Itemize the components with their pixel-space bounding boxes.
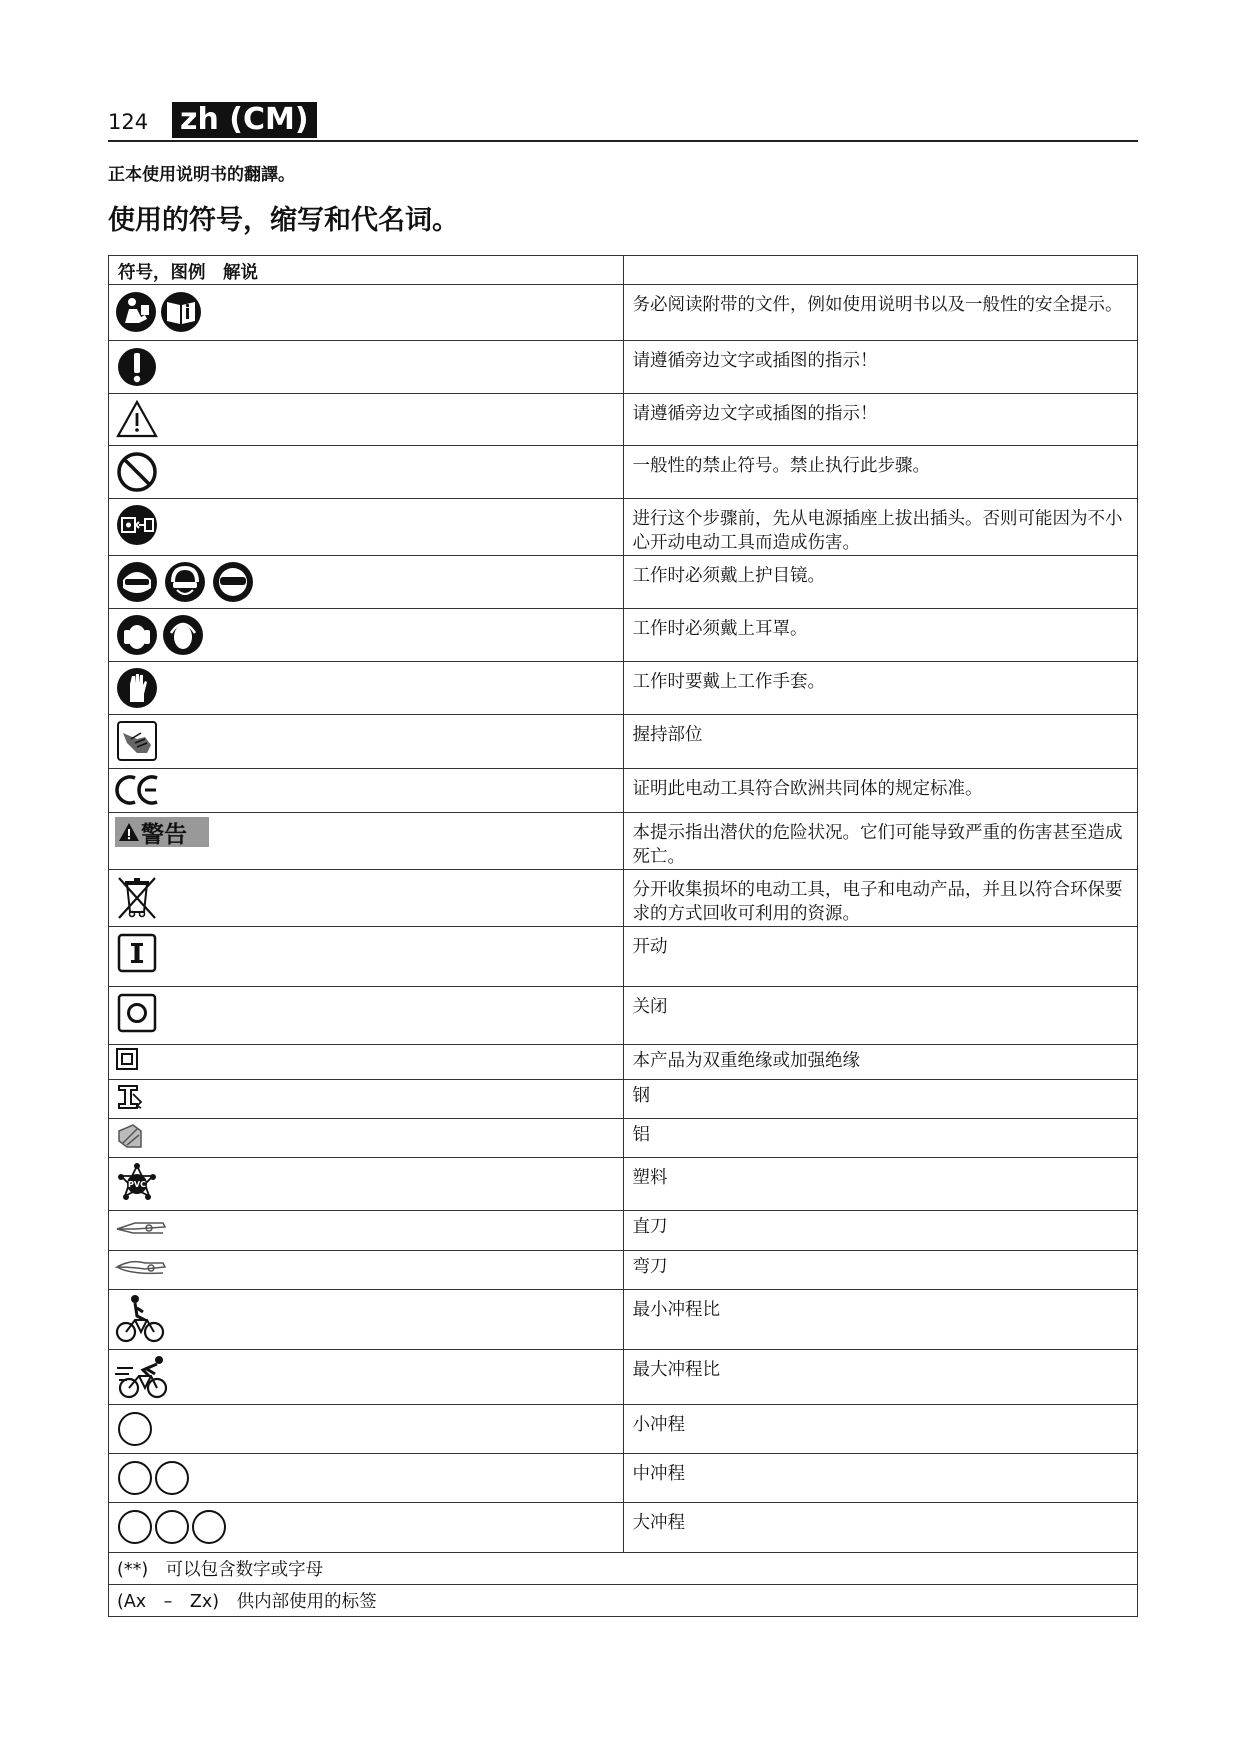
language-tag: zh (CM)	[172, 102, 317, 138]
table-row	[109, 285, 1138, 341]
straight-blade-icon	[115, 1213, 169, 1239]
pvc-icon	[115, 1162, 159, 1206]
page-header	[108, 102, 1138, 142]
eye-protection-icon	[115, 560, 255, 604]
power-on-icon	[115, 931, 159, 975]
table-row	[109, 813, 1138, 870]
row-description: 最小冲程比	[623, 1290, 1138, 1350]
table-row	[109, 1045, 1138, 1080]
table-row	[109, 662, 1138, 715]
medium-stroke-icon	[115, 1458, 193, 1498]
table-row	[109, 715, 1138, 769]
table-row	[109, 1158, 1138, 1211]
row-description: 工作时必须戴上耳罩。	[623, 609, 1138, 662]
row-description: 直刀	[623, 1211, 1138, 1251]
translation-note: 正本使用说明书的翻譯。	[108, 165, 295, 185]
table-footer-row	[109, 1553, 1138, 1585]
row-description: 一般性的禁止符号。禁止执行此步骤。	[623, 446, 1138, 499]
double-insulation-icon	[115, 1047, 139, 1071]
row-description: 握持部位	[623, 715, 1138, 769]
row-description: 进行这个步骤前，先从电源插座上拔出插头。否则可能因为不小心开动电动工具而造成伤害。	[623, 499, 1138, 556]
aluminium-icon	[115, 1121, 145, 1151]
read-manual-icon	[115, 289, 203, 335]
table-row	[109, 1454, 1138, 1503]
footer-note: (Ax – Zx) 供内部使用的标签	[109, 1585, 1138, 1617]
mandatory-exclamation-icon	[115, 345, 159, 389]
row-description: 中冲程	[623, 1454, 1138, 1503]
table-row	[109, 1503, 1138, 1553]
row-description: 铝	[623, 1119, 1138, 1158]
table-row	[109, 870, 1138, 927]
page-title: 使用的符号，缩写和代名词。	[108, 205, 459, 236]
max-stroke-ratio-icon	[115, 1354, 171, 1400]
row-description: 大冲程	[623, 1503, 1138, 1553]
table-row	[109, 556, 1138, 609]
row-description: 弯刀	[623, 1251, 1138, 1290]
row-description: 工作时必须戴上护目镜。	[623, 556, 1138, 609]
page-number: 124	[108, 110, 149, 134]
min-stroke-ratio-icon	[115, 1294, 165, 1344]
table-header-row	[109, 256, 1138, 285]
table-row	[109, 1080, 1138, 1119]
row-description: 请遵循旁边文字或插图的指示！	[623, 341, 1138, 394]
row-description: 塑料	[623, 1158, 1138, 1211]
row-description: 钢	[623, 1080, 1138, 1119]
warning-triangle-icon	[118, 822, 140, 842]
row-description: 最大冲程比	[623, 1350, 1138, 1405]
row-description: 小冲程	[623, 1405, 1138, 1454]
table-row	[109, 1350, 1138, 1405]
table-row	[109, 769, 1138, 813]
power-off-icon	[115, 991, 159, 1035]
table-row	[109, 394, 1138, 446]
table-row	[109, 341, 1138, 394]
symbols-table	[108, 255, 1138, 1617]
table-footer-row	[109, 1585, 1138, 1617]
small-stroke-icon	[115, 1409, 155, 1449]
table-row	[109, 927, 1138, 987]
warning-label-text: 警告	[141, 821, 187, 848]
row-description: 工作时要戴上工作手套。	[623, 662, 1138, 715]
ce-mark-icon	[115, 773, 161, 807]
table-header: 符号，图例 解说	[109, 256, 624, 285]
table-row	[109, 1119, 1138, 1158]
grip-area-icon	[115, 719, 159, 763]
table-row	[109, 1290, 1138, 1350]
row-description: 请遵循旁边文字或插图的指示！	[623, 394, 1138, 446]
ear-protection-icon	[115, 613, 207, 657]
row-description: 开动	[623, 927, 1138, 987]
row-description: 务必阅读附带的文件，例如使用说明书以及一般性的安全提示。	[623, 285, 1138, 341]
table-header-empty	[623, 256, 1138, 285]
table-row	[109, 1211, 1138, 1251]
row-description: 证明此电动工具符合欧洲共同体的规定标准。	[623, 769, 1138, 813]
pvc-icon-text: PVC	[128, 1180, 146, 1189]
weee-bin-icon	[115, 874, 159, 920]
large-stroke-icon	[115, 1507, 231, 1547]
row-description: 本产品为双重绝缘或加强绝缘	[623, 1045, 1138, 1080]
table-row	[109, 446, 1138, 499]
unplug-icon	[115, 503, 161, 547]
curved-blade-icon	[115, 1253, 169, 1279]
row-description: 分开收集损坏的电动工具，电子和电动产品，并且以符合环保要求的方式回收可利用的资源。	[623, 870, 1138, 927]
warning-label-icon	[115, 817, 209, 847]
table-row	[109, 1405, 1138, 1454]
row-description: 关闭	[623, 987, 1138, 1045]
footer-note: (**) 可以包含数字或字母	[109, 1553, 1138, 1585]
steel-icon	[115, 1082, 145, 1112]
prohibition-icon	[115, 450, 159, 494]
table-row	[109, 499, 1138, 556]
gloves-icon	[115, 666, 159, 710]
table-row	[109, 609, 1138, 662]
table-row	[109, 987, 1138, 1045]
row-description: 本提示指出潜伏的危险状况。它们可能导致严重的伤害甚至造成死亡。	[623, 813, 1138, 870]
warning-triangle-icon	[115, 398, 159, 440]
table-row	[109, 1251, 1138, 1290]
